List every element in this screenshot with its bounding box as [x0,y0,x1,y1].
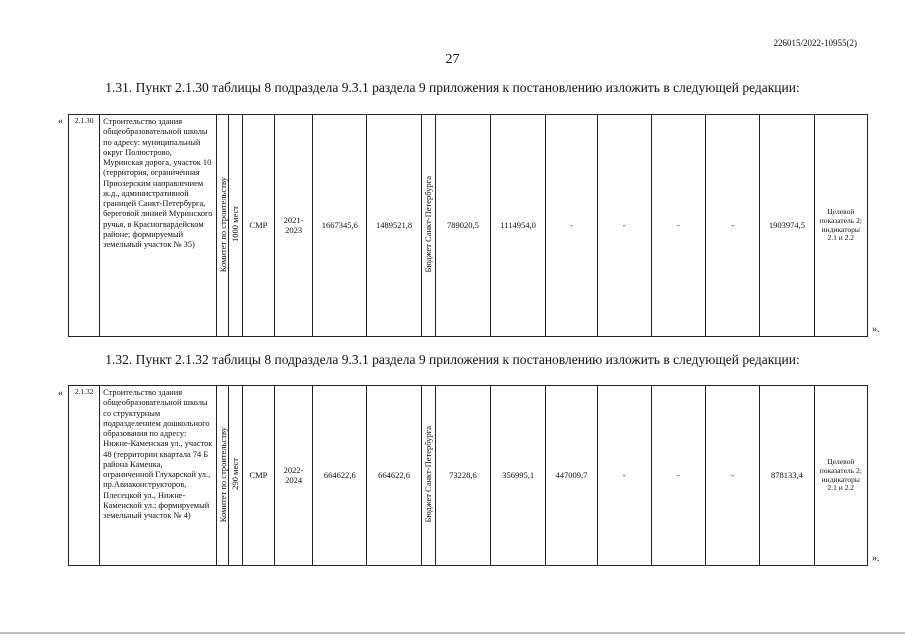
capacity-text: 1000 мест [229,206,240,243]
object-name: Строительство здания общеобразовательной школы со структурным подразделением дошкольного образования по адресу: Нижне-Каменская ул., участок 48 (территории квартала 74 Б района Каменка, ограниченной Глухарской ул., пр.Авиаконструкторов, Плесецкой ул., Нижне-Каменской ул.; формируемый земельный участок № 4) [100,386,217,566]
responsible-cell [216,115,228,337]
total-cost: 664622,6 [313,386,367,566]
open-quote-2: « [58,388,63,399]
page-number: 27 [445,52,460,67]
period: 2021-2023 [274,115,312,337]
responsible-text: Комитет по строительству [217,426,228,522]
remaining: 1903974,5 [760,115,814,337]
item-code: 2.1.30 [69,115,100,337]
year-4: - [597,115,651,337]
year-3: 447009,7 [546,386,597,566]
close-quote-2: ». [872,553,880,564]
year-5: - [651,115,705,337]
table-row [69,386,868,566]
capacity-cell [228,115,242,337]
target-note: Целевой показатель 2; индикаторы 2.1 и 2.2 [814,386,867,566]
target-note: Целевой показатель 2; индикаторы 2.1 и 2.2 [814,115,867,337]
object-name: Строительство здания общеобразовательной школы по адресу: муниципальный округ Полюстрово, Муринская дорога, участок 10 (территория, ограниченная Приозерским направлением ж.д., административной границей Санкт-Петербурга, береговой линией Муринского ручья, в Красногвардейском районе; формируемый земельный участок № 35) [100,115,217,337]
source-text: Бюджет Санкт-Петербурга [422,175,433,273]
total-funding: 1489521,8 [367,115,421,337]
year-4: - [597,386,651,566]
year-3: - [546,115,597,337]
period: 2022-2024 [274,386,312,566]
plan-table-1 [68,114,868,337]
year-1: 73228,6 [435,386,490,566]
year-2: 356995,1 [491,386,546,566]
work-type: СМР [242,115,274,337]
source-cell [421,115,435,337]
year-2: 1114954,0 [491,115,546,337]
total-funding: 664622,6 [367,386,421,566]
work-type: СМР [242,386,274,566]
page-bottom-edge [0,632,905,634]
instruction-1: 1.31. Пункт 2.1.30 таблицы 8 подраздела 9.3.1 раздела 9 приложения к постановлению изложить в следующей редакции: [105,80,800,95]
year-6: - [706,386,760,566]
year-6: - [706,115,760,337]
table-row [69,115,868,337]
open-quote-1: « [58,116,63,127]
source-cell [421,386,435,566]
responsible-cell [216,386,228,566]
instruction-2: 1.32. Пункт 2.1.32 таблицы 8 подраздела 9.3.1 раздела 9 приложения к постановлению изложить в следующей редакции: [105,352,800,367]
remaining: 878133,4 [760,386,814,566]
year-1: 789020,5 [435,115,490,337]
doc-number: 226015/2022-10955(2) [773,38,857,48]
capacity-text: 290 мест [229,458,240,490]
close-quote-1: ». [872,324,880,335]
year-5: - [651,386,705,566]
capacity-cell [228,386,242,566]
item-code: 2.1.32 [69,386,100,566]
source-text: Бюджет Санкт-Петербурга [422,425,433,523]
plan-table-2 [68,385,868,566]
total-cost: 1667345,6 [313,115,367,337]
responsible-text: Комитет по строительству [217,176,228,272]
